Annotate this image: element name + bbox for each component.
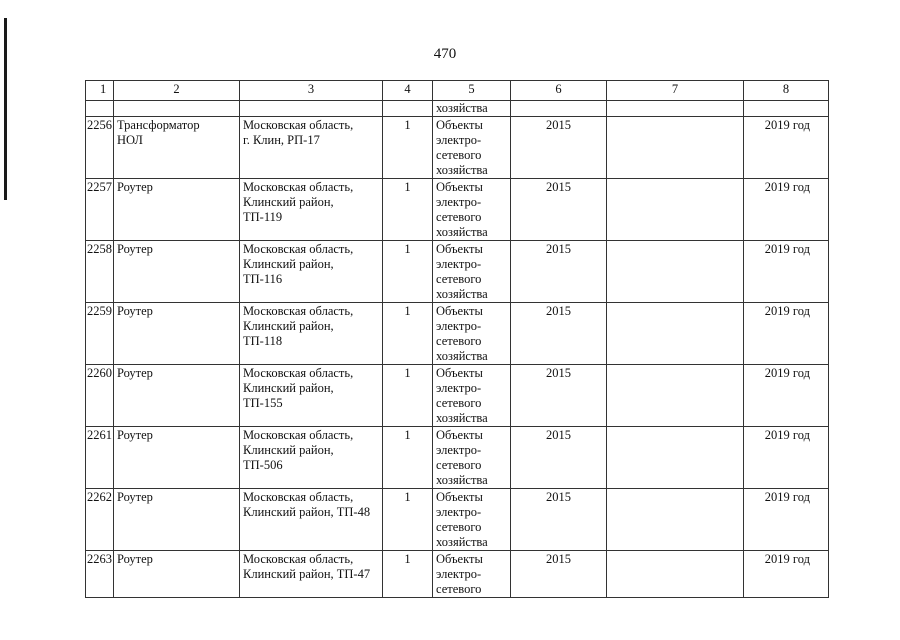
object-type-cell-line: хозяйства	[436, 225, 488, 239]
object-type-cell-line: Объекты	[436, 366, 483, 380]
location-cell	[240, 551, 383, 598]
location-cell-line: Московская область,	[243, 180, 354, 194]
inventory-table	[85, 80, 829, 598]
location-cell-line: г. Клин, РП-17	[243, 133, 320, 147]
cont-cell-6	[511, 101, 607, 117]
location-cell-line: Клинский район, ТП-48	[243, 505, 371, 519]
header-cell-1: 1	[86, 81, 114, 101]
item-name-cell-line: Роутер	[117, 304, 153, 318]
object-type-cell-line: сетевого	[436, 520, 482, 534]
term-cell: 2019 год	[744, 551, 829, 598]
object-type-cell-line: сетевого	[436, 272, 482, 286]
quantity-cell: 1	[383, 427, 433, 489]
year-cell: 2015	[511, 179, 607, 241]
object-type-cell-line: электро-	[436, 133, 482, 147]
location-cell-line: Московская область,	[243, 490, 354, 504]
column-7-cell	[607, 303, 744, 365]
quantity-cell: 1	[383, 303, 433, 365]
table-row	[86, 551, 829, 598]
location-cell-line: Московская область,	[243, 552, 354, 566]
object-type-cell	[433, 179, 511, 241]
header-cell-6: 6	[511, 81, 607, 101]
table-row	[86, 489, 829, 551]
item-name-cell-line: Трансформатор	[117, 118, 200, 132]
object-type-cell-line: Объекты	[436, 304, 483, 318]
cont-cell-2	[114, 101, 240, 117]
object-type-cell-line: Объекты	[436, 118, 483, 132]
term-cell: 2019 год	[744, 179, 829, 241]
location-cell-line: ТП-119	[243, 210, 283, 224]
object-type-cell-line: хозяйства	[436, 535, 488, 549]
object-type-cell-line: электро-	[436, 443, 482, 457]
item-name-cell	[114, 489, 240, 551]
continuation-row	[86, 101, 829, 117]
item-name-cell-line: Роутер	[117, 366, 153, 380]
table-body	[86, 81, 829, 598]
location-cell-line: ТП-506	[243, 458, 283, 472]
object-type-cell-line: Объекты	[436, 490, 483, 504]
table-row	[86, 117, 829, 179]
term-cell: 2019 год	[744, 489, 829, 551]
cont-cell-3	[240, 101, 383, 117]
column-7-cell	[607, 489, 744, 551]
item-name-cell	[114, 117, 240, 179]
row-number-cell: 2262	[86, 489, 114, 551]
object-type-cell	[433, 303, 511, 365]
object-type-cell-line: электро-	[436, 381, 482, 395]
year-cell: 2015	[511, 551, 607, 598]
term-cell: 2019 год	[744, 241, 829, 303]
location-cell-line: Клинский район, ТП-47	[243, 567, 371, 581]
object-type-cell-line: сетевого	[436, 148, 482, 162]
cont-cell-8	[744, 101, 829, 117]
object-type-cell-line: хозяйства	[436, 473, 488, 487]
column-7-cell	[607, 117, 744, 179]
location-cell-line: Клинский район,	[243, 381, 334, 395]
location-cell-line: Клинский район,	[243, 443, 334, 457]
term-cell: 2019 год	[744, 303, 829, 365]
item-name-cell-line: Роутер	[117, 242, 153, 256]
object-type-cell-line: сетевого	[436, 582, 482, 596]
column-7-cell	[607, 179, 744, 241]
row-number-cell: 2258	[86, 241, 114, 303]
header-cell-8: 8	[744, 81, 829, 101]
year-cell: 2015	[511, 427, 607, 489]
header-cell-5: 5	[433, 81, 511, 101]
row-number-cell: 2259	[86, 303, 114, 365]
table-row	[86, 179, 829, 241]
object-type-cell-line: хозяйства	[436, 287, 488, 301]
object-type-cell-line: сетевого	[436, 334, 482, 348]
quantity-cell: 1	[383, 551, 433, 598]
row-number-cell: 2260	[86, 365, 114, 427]
location-cell	[240, 179, 383, 241]
header-cell-7: 7	[607, 81, 744, 101]
object-type-cell-line: электро-	[436, 505, 482, 519]
item-name-cell-line: Роутер	[117, 180, 153, 194]
location-cell-line: Московская область,	[243, 428, 354, 442]
row-number-cell: 2263	[86, 551, 114, 598]
year-cell: 2015	[511, 489, 607, 551]
item-name-cell	[114, 241, 240, 303]
cont-cell-5: хозяйства	[433, 101, 511, 117]
location-cell	[240, 117, 383, 179]
object-type-cell-line: электро-	[436, 257, 482, 271]
object-type-cell	[433, 489, 511, 551]
location-cell	[240, 241, 383, 303]
item-name-cell-line: Роутер	[117, 428, 153, 442]
table-header-row	[86, 81, 829, 101]
cont-cell-7	[607, 101, 744, 117]
quantity-cell: 1	[383, 117, 433, 179]
object-type-cell	[433, 117, 511, 179]
location-cell	[240, 365, 383, 427]
term-cell: 2019 год	[744, 427, 829, 489]
object-type-cell-line: сетевого	[436, 396, 482, 410]
item-name-cell-line: Роутер	[117, 490, 153, 504]
item-name-cell	[114, 427, 240, 489]
object-type-cell-line: хозяйства	[436, 163, 488, 177]
location-cell-line: Клинский район,	[243, 257, 334, 271]
object-type-cell-line: Объекты	[436, 180, 483, 194]
location-cell-line: Московская область,	[243, 304, 354, 318]
column-7-cell	[607, 427, 744, 489]
cont-cell-1	[86, 101, 114, 117]
quantity-cell: 1	[383, 179, 433, 241]
object-type-cell	[433, 551, 511, 598]
cont-cell-4	[383, 101, 433, 117]
object-type-cell-line: электро-	[436, 319, 482, 333]
object-type-cell-line: Объекты	[436, 428, 483, 442]
table-row	[86, 241, 829, 303]
column-7-cell	[607, 365, 744, 427]
item-name-cell	[114, 303, 240, 365]
header-cell-3: 3	[240, 81, 383, 101]
location-cell	[240, 489, 383, 551]
column-7-cell	[607, 551, 744, 598]
object-type-cell-line: Объекты	[436, 242, 483, 256]
item-name-cell-line: Роутер	[117, 552, 153, 566]
item-name-cell	[114, 179, 240, 241]
location-cell	[240, 427, 383, 489]
table-row	[86, 303, 829, 365]
object-type-cell-line: хозяйства	[436, 411, 488, 425]
table-row	[86, 365, 829, 427]
object-type-cell-line: электро-	[436, 195, 482, 209]
term-cell: 2019 год	[744, 117, 829, 179]
object-type-cell-line: хозяйства	[436, 349, 488, 363]
page-number: 470	[433, 46, 457, 62]
header-cell-2: 2	[114, 81, 240, 101]
object-type-cell	[433, 427, 511, 489]
object-type-cell	[433, 241, 511, 303]
location-cell-line: Клинский район,	[243, 195, 334, 209]
object-type-cell-line: сетевого	[436, 210, 482, 224]
location-cell-line: Московская область,	[243, 118, 354, 132]
year-cell: 2015	[511, 241, 607, 303]
location-cell-line: Клинский район,	[243, 319, 334, 333]
header-cell-4: 4	[383, 81, 433, 101]
object-type-cell-line: электро-	[436, 567, 482, 581]
year-cell: 2015	[511, 117, 607, 179]
object-type-cell-line: сетевого	[436, 458, 482, 472]
location-cell-line: ТП-118	[243, 334, 283, 348]
row-number-cell: 2261	[86, 427, 114, 489]
year-cell: 2015	[511, 303, 607, 365]
quantity-cell: 1	[383, 489, 433, 551]
location-cell-line: Московская область,	[243, 242, 354, 256]
table-row	[86, 427, 829, 489]
row-number-cell: 2257	[86, 179, 114, 241]
location-cell-line: ТП-155	[243, 396, 283, 410]
quantity-cell: 1	[383, 365, 433, 427]
object-type-cell-line: Объекты	[436, 552, 483, 566]
location-cell-line: ТП-116	[243, 272, 283, 286]
term-cell: 2019 год	[744, 365, 829, 427]
item-name-cell-line: НОЛ	[117, 133, 143, 147]
item-name-cell	[114, 365, 240, 427]
quantity-cell: 1	[383, 241, 433, 303]
year-cell: 2015	[511, 365, 607, 427]
location-cell	[240, 303, 383, 365]
location-cell-line: Московская область,	[243, 366, 354, 380]
item-name-cell	[114, 551, 240, 598]
column-7-cell	[607, 241, 744, 303]
row-number-cell: 2256	[86, 117, 114, 179]
object-type-cell	[433, 365, 511, 427]
